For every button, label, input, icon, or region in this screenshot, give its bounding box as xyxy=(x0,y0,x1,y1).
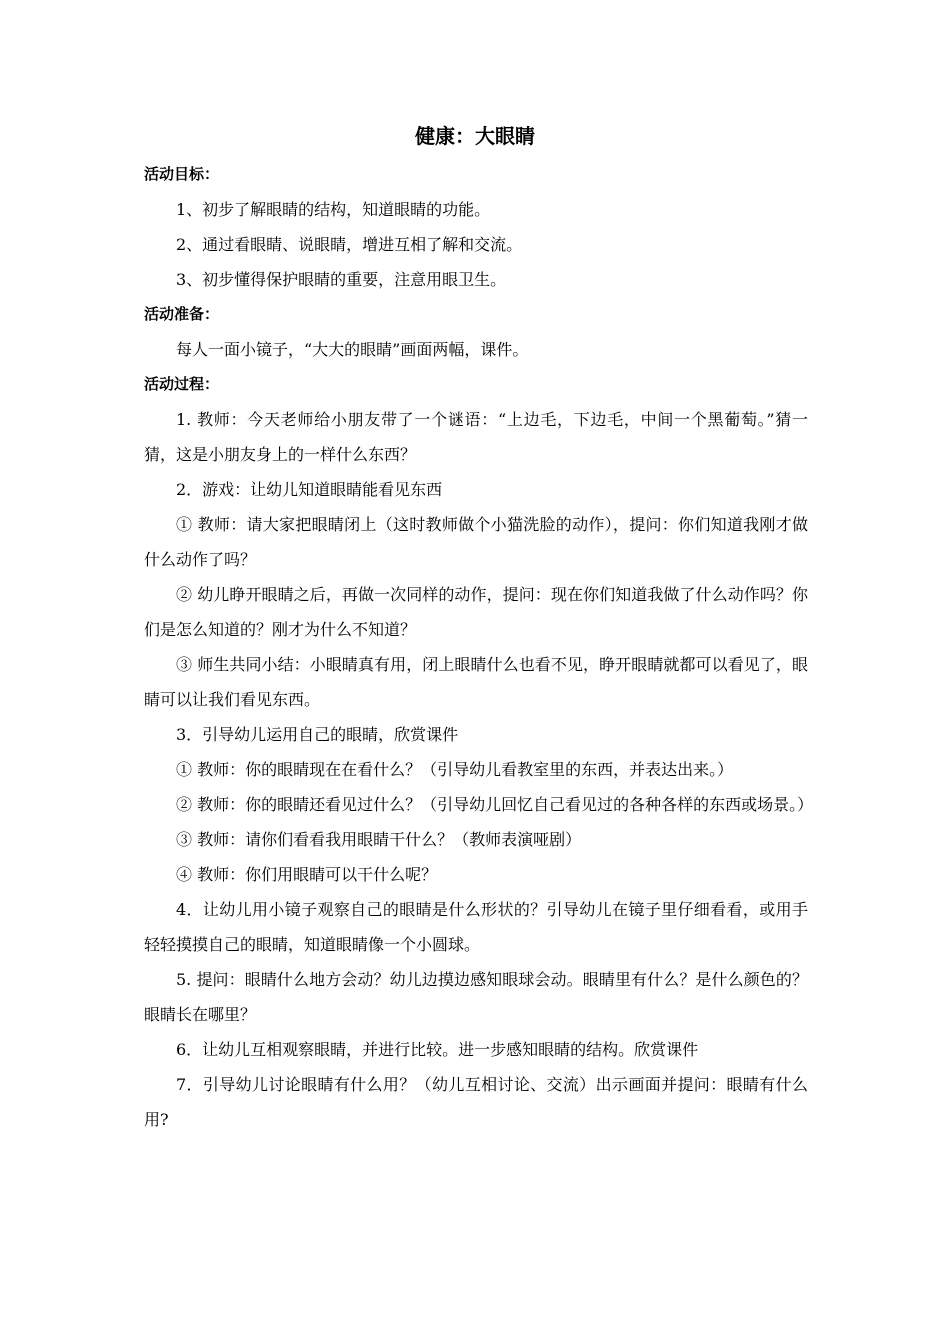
process-step: ④ 教师：你们用眼睛可以干什么呢？ xyxy=(176,865,438,884)
process-step: ① 教师：你的眼睛现在在看什么？（引导幼儿看教室里的东西，并表达出来。） xyxy=(176,760,734,779)
process-step: 3．引导幼儿运用自己的眼睛，欣赏课件 xyxy=(176,725,459,744)
process-step: ③ 师生共同小结：小眼睛真有用，闭上眼睛什么也看不见，睁开眼睛就都可以看见了，眼睛可以让我们看见东西。 xyxy=(144,655,808,709)
process-step: 2．游戏：让幼儿知道眼睛能看见东西 xyxy=(176,480,443,499)
process-step: 6．让幼儿互相观察眼睛，并进行比较。进一步感知眼睛的结构。欣赏课件 xyxy=(176,1040,699,1059)
page-title: 健康：大眼睛 xyxy=(415,124,535,148)
goal-item: 3、初步懂得保护眼睛的重要，注意用眼卫生。 xyxy=(176,270,507,289)
process-step: ② 幼儿睁开眼睛之后，再做一次同样的动作，提问：现在你们知道我做了什么动作吗？你们是怎么知道的？刚才为什么不知道？ xyxy=(144,585,808,639)
document-body xyxy=(144,157,814,1137)
preparation-item: 每人一面小镜子，“大大的眼睛”画面两幅，课件。 xyxy=(176,340,529,359)
process-step: ① 教师：请大家把眼睛闭上（这时教师做个小猫洗脸的动作），提问：你们知道我刚才做什么动作了吗？ xyxy=(144,515,808,569)
process-step: ② 教师：你的眼睛还看见过什么？（引导幼儿回忆自己看见过的各种各样的东西或场景。） xyxy=(176,795,814,814)
process-step: 1. 教师：今天老师给小朋友带了一个谜语：“上边毛，下边毛，中间一个黑葡萄。”猜一猜，这是小朋友身上的一样什么东西？ xyxy=(144,410,808,464)
section-heading-goals: 活动目标： xyxy=(144,165,220,183)
process-step: 4．让幼儿用小镜子观察自己的眼睛是什么形状的？引导幼儿在镜子里仔细看看，或用手轻轻摸摸自己的眼睛，知道眼睛像一个小圆球。 xyxy=(144,900,808,954)
process-step: ③ 教师：请你们看看我用眼睛干什么？（教师表演哑剧） xyxy=(176,830,582,849)
process-step: 5. 提问：眼睛什么地方会动？幼儿边摸边感知眼球会动。眼睛里有什么？是什么颜色的？眼睛长在哪里？ xyxy=(144,970,808,1024)
goal-item: 2、通过看眼睛、说眼睛，增进互相了解和交流。 xyxy=(176,235,523,254)
section-heading-preparation: 活动准备： xyxy=(144,305,220,323)
goal-item: 1、初步了解眼睛的结构，知道眼睛的功能。 xyxy=(176,200,491,219)
process-step: 7．引导幼儿讨论眼睛有什么用？（幼儿互相讨论、交流）出示画面并提问：眼睛有什么用? xyxy=(144,1075,808,1129)
section-heading-process: 活动过程： xyxy=(144,375,220,393)
